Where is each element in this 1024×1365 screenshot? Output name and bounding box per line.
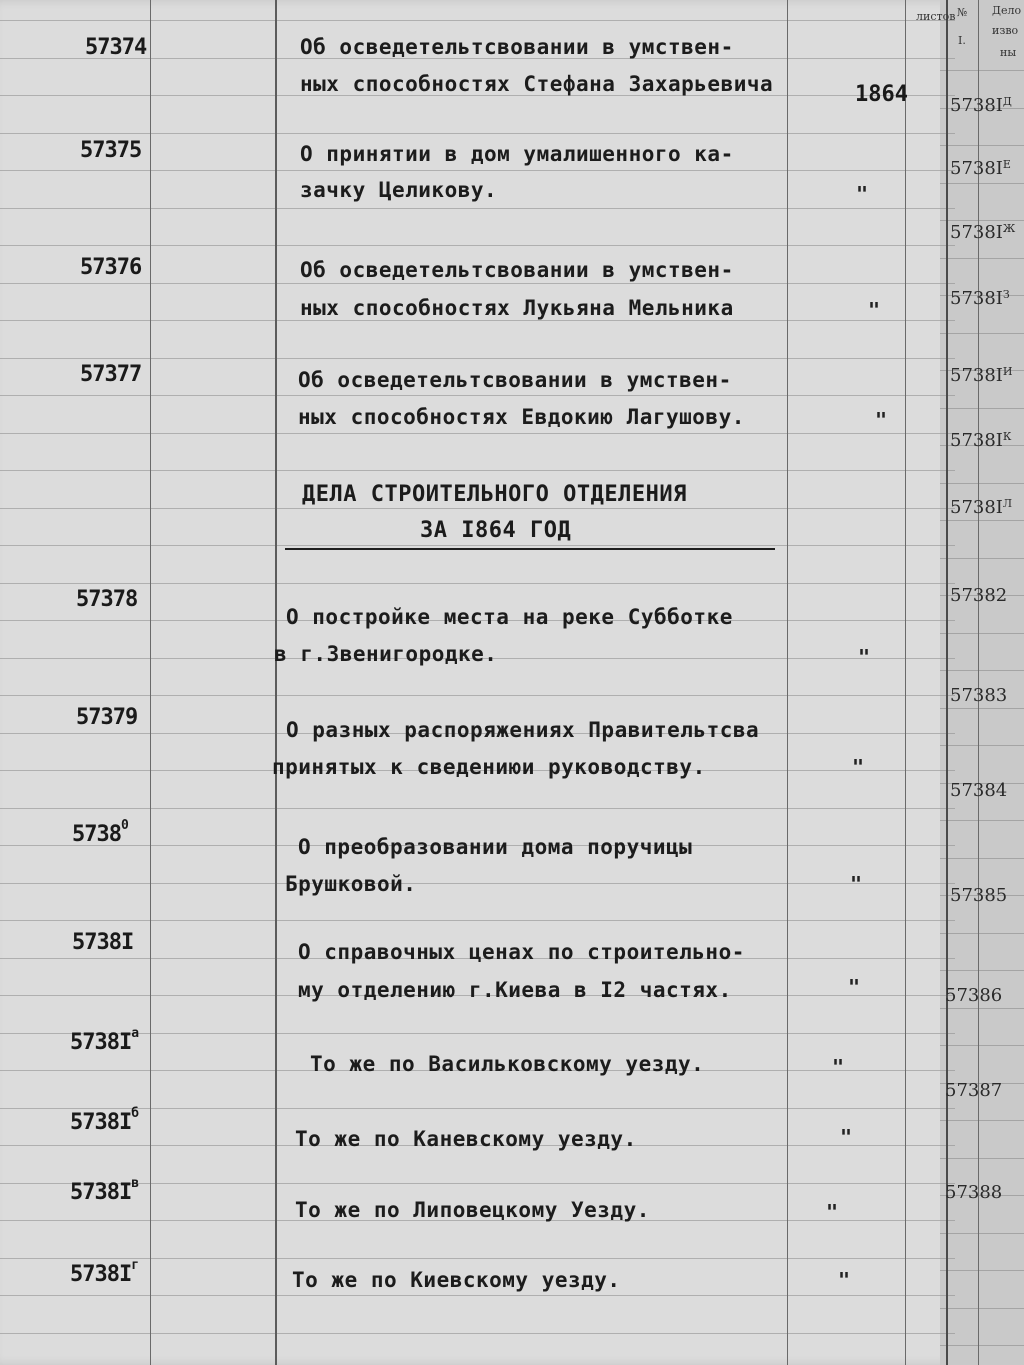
ruled-line [0, 1295, 955, 1296]
entry-number: 5738$^0$ [72, 818, 128, 847]
ditto-mark: " [850, 872, 863, 896]
ruled-line [940, 70, 1024, 71]
entry-number: $5738I^г$ [70, 1258, 139, 1287]
entry-line: Об осведетельтсвовании в умствен- [300, 35, 734, 59]
ruled-line [940, 220, 1024, 221]
ruled-line [0, 920, 955, 921]
entry-line: в г.Звенигородке. [274, 642, 498, 666]
ditto-mark: " [826, 1200, 839, 1224]
ruled-line [940, 258, 1024, 259]
entry-line: Об осведетельтсвовании в умствен- [298, 368, 732, 392]
entry-line: О принятии в дом умалишенного ка- [300, 142, 734, 166]
ruled-line [940, 1120, 1024, 1121]
ruled-line [940, 858, 1024, 859]
ruled-line [940, 1345, 1024, 1346]
ruled-line [0, 1183, 955, 1184]
ref-number: $5738I^Ж$ [950, 222, 1016, 243]
ruled-line [0, 320, 955, 321]
ref-number: 57386 [945, 985, 1003, 1006]
ruled-line [0, 20, 955, 21]
ruled-line [0, 695, 955, 696]
entry-line: То же по Липовецкому Уезду. [295, 1198, 650, 1222]
column-rule [275, 0, 277, 1365]
ruled-line [0, 133, 955, 134]
entry-line: принятых к сведениюи руководству. [272, 755, 706, 779]
ruled-line [940, 408, 1024, 409]
ditto-mark: " [832, 1055, 845, 1079]
header-cases-3: ны [1000, 46, 1017, 59]
ref-number: $5738I^И$ [950, 365, 1013, 386]
ruled-line [940, 1308, 1024, 1309]
ruled-line [0, 508, 955, 509]
ditto-mark: " [852, 755, 865, 779]
header-cases-2: изво [992, 24, 1019, 37]
entry-number: $5738I^б$ [70, 1106, 139, 1135]
ref-number: $5738I^Е$ [950, 158, 1011, 179]
ruled-line [0, 170, 955, 171]
header-fragment: I. [958, 34, 966, 47]
ruled-line [940, 633, 1024, 634]
ditto-mark: " [858, 645, 871, 669]
ruled-line [0, 433, 955, 434]
ruled-line [0, 883, 955, 884]
entry-line: Брушковой. [285, 872, 417, 896]
entry-line: зачку Целикову. [300, 178, 498, 202]
ditto-mark: " [838, 1268, 851, 1292]
ruled-line [940, 708, 1024, 709]
entry-line: То же по Каневскому уезду. [295, 1127, 637, 1151]
ditto-mark: " [848, 975, 861, 999]
entry-line: Об осведетельтсвовании в умствен- [300, 258, 734, 282]
header-sheets: листов [916, 10, 956, 23]
ref-number: $5738I^З$ [950, 288, 1010, 309]
entry-line: О преобразовании дома поручицы [298, 835, 693, 859]
ruled-line [0, 395, 955, 396]
ruled-line [0, 283, 955, 284]
ditto-mark: " [856, 182, 869, 206]
entry-number: 57379 [76, 705, 138, 730]
ruled-line [940, 933, 1024, 934]
ref-number: 57382 [950, 585, 1008, 606]
ruled-line [940, 820, 1024, 821]
entry-line: му отделению г.Киева в I2 частях. [298, 978, 732, 1002]
column-rule [150, 0, 151, 1365]
ditto-mark: " [868, 298, 881, 322]
ruled-line [940, 333, 1024, 334]
ref-number: 57385 [950, 885, 1008, 906]
entry-number: $5738I^в$ [70, 1176, 139, 1205]
next-page-edge [940, 0, 1024, 1365]
header-cases: Дело [992, 4, 1022, 17]
entry-number: 57376 [80, 255, 142, 280]
entry-line: ных способностях Евдокию Лагушову. [298, 405, 745, 429]
ruled-line [0, 470, 955, 471]
ruled-line [940, 1233, 1024, 1234]
ruled-line [0, 245, 955, 246]
ditto-mark: " [840, 1125, 853, 1149]
ruled-line [0, 358, 955, 359]
header-no-sign: № [957, 6, 968, 19]
ruled-line [940, 483, 1024, 484]
ref-number: $5738I^К$ [950, 430, 1012, 451]
entry-year: 1864 [855, 82, 908, 107]
entry-line: ных способностях Стефана Захарьевича [300, 72, 774, 96]
entry-number: 57375 [80, 138, 142, 163]
entry-number: 5738I [72, 930, 134, 955]
ruled-line [0, 1258, 955, 1259]
ruled-line [940, 1008, 1024, 1009]
ruled-line [0, 583, 955, 584]
ref-number: 57388 [945, 1182, 1003, 1203]
entry-line: О разных распоряжениях Правительтсва [286, 718, 760, 742]
entry-number: $5738I^а$ [70, 1026, 139, 1055]
entry-line: То же по Киевскому уезду. [292, 1268, 621, 1292]
ruled-line [940, 670, 1024, 671]
section-title: ДЕЛА СТРОИТЕЛЬНОГО ОТДЕЛЕНИЯ [302, 482, 687, 507]
ref-number: 57384 [950, 780, 1008, 801]
ruled-line [940, 145, 1024, 146]
entry-line: ных способностях Лукьяна Мельника [300, 296, 734, 320]
ref-number: 57387 [945, 1080, 1003, 1101]
heading-underline [285, 548, 775, 550]
ruled-line [0, 208, 955, 209]
entry-line: То же по Васильковскому уезду. [310, 1052, 705, 1076]
entry-line: О постройке места на реке Субботке [286, 605, 733, 629]
ref-number: $5738I^Д$ [950, 95, 1012, 116]
entry-number: 57378 [76, 587, 138, 612]
ruled-line [0, 1333, 955, 1334]
ruled-line [940, 1158, 1024, 1159]
ruled-line [0, 808, 955, 809]
entry-line: О справочных ценах по строительно- [298, 940, 745, 964]
ruled-line [940, 520, 1024, 521]
column-rule [787, 0, 788, 1365]
ruled-line [0, 1033, 955, 1034]
ref-number: 57383 [950, 685, 1008, 706]
section-year: ЗА I864 ГОД [420, 518, 572, 543]
page-gutter [946, 0, 948, 1365]
entry-number: 57377 [80, 362, 142, 387]
ruled-line [940, 745, 1024, 746]
ruled-line [940, 183, 1024, 184]
ref-number: $5738I^Л$ [950, 497, 1013, 518]
column-rule [905, 0, 906, 1365]
ruled-line [0, 1108, 955, 1109]
ditto-mark: " [875, 408, 888, 432]
ruled-line [940, 558, 1024, 559]
entry-number: 57374 [85, 35, 147, 60]
ruled-line [940, 970, 1024, 971]
ruled-line [940, 1045, 1024, 1046]
column-rule [978, 0, 979, 1365]
ruled-line [0, 545, 955, 546]
ruled-line [940, 1270, 1024, 1271]
